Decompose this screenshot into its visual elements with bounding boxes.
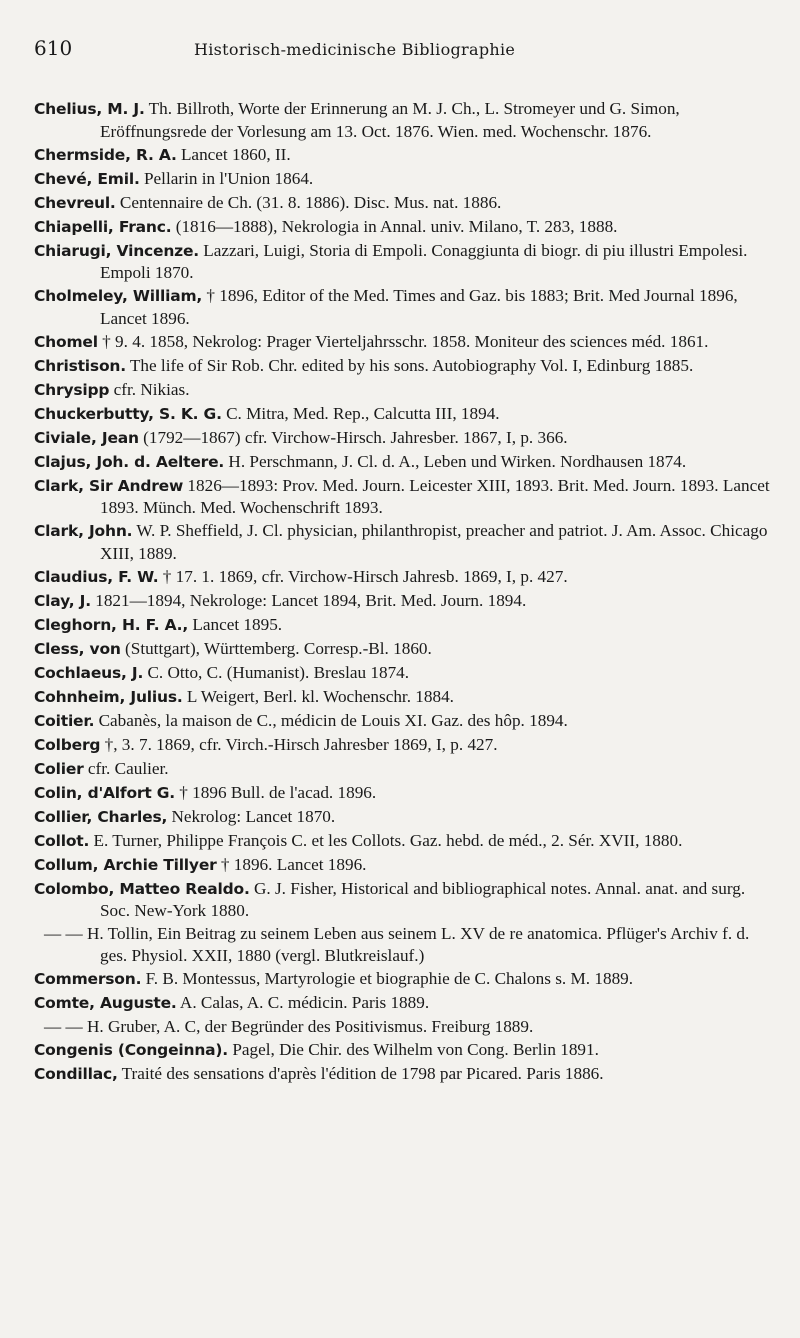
- entry-text: Nekrolog: Lancet 1870.: [167, 806, 336, 826]
- bibliography-entry: [34, 403, 770, 426]
- entry-heading: Civiale, Jean: [34, 428, 139, 447]
- entry-heading: Colberg: [34, 735, 101, 754]
- entry-text: Pagel, Die Chir. des Wilhelm von Cong. Berlin 1891.: [228, 1039, 599, 1059]
- bibliography-entry: [34, 686, 770, 709]
- entry-heading: Condillac,: [34, 1064, 118, 1083]
- entry-text: H. Perschmann, J. Cl. d. A., Leben und Wirken. Nordhausen 1874.: [224, 451, 687, 471]
- entry-heading: Comte, Auguste.: [34, 993, 177, 1012]
- entry-heading: Cholmeley, William,: [34, 287, 203, 305]
- entry-heading: Chrysipp: [34, 380, 110, 399]
- entry-text: (1816—1888), Nekrologia in Annal. univ. Milano, T. 283, 1888.: [171, 216, 618, 236]
- bibliography-entry: [34, 614, 770, 637]
- entry-text: A. Calas, A. C. médicin. Paris 1889.: [176, 992, 430, 1012]
- bibliography-entry: [34, 734, 770, 757]
- entry-text: C. Otto, C. (Humanist). Breslau 1874.: [143, 662, 410, 682]
- entry-text: Lancet 1860, II.: [176, 144, 291, 164]
- bibliography-entry: [34, 1016, 770, 1038]
- bibliography-entry: [34, 806, 770, 829]
- bibliography-entry: [34, 854, 770, 877]
- entry-heading: Chiapelli, Franc.: [34, 217, 172, 236]
- entry-text: cfr. Caulier.: [83, 758, 169, 778]
- entry-text: † 9. 4. 1858, Nekrolog: Prager Vierteljahrsschr. 1858. Moniteur des sciences méd. 1861.: [97, 331, 709, 351]
- entry-text: F. B. Montessus, Martyrologie et biographie de C. Chalons s. M. 1889.: [141, 968, 634, 988]
- entry-heading: Colier: [34, 759, 84, 778]
- entry-heading: Chomel: [34, 332, 98, 351]
- bibliography-entry: [34, 216, 770, 239]
- entry-text: 1821—1894, Nekrologe: Lancet 1894, Brit. Med. Journ. 1894.: [90, 590, 527, 610]
- entry-text: L Weigert, Berl. kl. Wochenschr. 1884.: [182, 686, 454, 706]
- bibliography-entry: [34, 830, 770, 853]
- entry-text: Traité des sensations d'après l'édition de 1798 par Picared. Paris 1886.: [117, 1063, 604, 1083]
- bibliography-entry: [34, 782, 770, 805]
- entry-text: †, 3. 7. 1869, cfr. Virch.-Hirsch Jahresber 1869, I, p. 427.: [100, 734, 498, 754]
- bibliography-entry: [34, 98, 770, 142]
- entry-text: — — H. Gruber, A. C, der Begründer des Positivismus. Freiburg 1889.: [44, 1016, 534, 1036]
- bibliography-entry: [34, 520, 770, 564]
- bibliography-entry: [34, 923, 770, 966]
- bibliography-entry: [34, 710, 770, 733]
- entry-heading: Chuckerbutty, S. K. G.: [34, 404, 222, 423]
- entry-heading: Clark, John.: [34, 522, 133, 540]
- entry-heading: Collum, Archie Tillyer: [34, 855, 217, 874]
- bibliography-entry: [34, 240, 770, 284]
- entry-heading: Chevé, Emil.: [34, 169, 140, 188]
- bibliography-entry: [34, 331, 770, 354]
- entry-heading: Clajus, Joh. d. Aeltere.: [34, 452, 225, 471]
- entry-text: E. Turner, Philippe François C. et les Collots. Gaz. hebd. de méd., 2. Sér. XVII, 1880.: [89, 830, 683, 850]
- entry-heading: Chermside, R. A.: [34, 145, 177, 164]
- entry-text: Pellarin in l'Union 1864.: [139, 168, 314, 188]
- bibliography-entry: [34, 638, 770, 661]
- entry-heading: Collier, Charles,: [34, 807, 168, 826]
- entry-text: 1826—1893: Prov. Med. Journ. Leicester XIII, 1893. Brit. Med. Journ. 1893. Lancet 1893. Münch. Med. Wochenschrift 1893.: [100, 475, 770, 517]
- bibliography-entry: [34, 285, 770, 329]
- entry-heading: Clark, Sir Andrew: [34, 476, 184, 495]
- entry-heading: Congenis (Congeinna).: [34, 1040, 229, 1059]
- bibliography-entry: [34, 427, 770, 450]
- bibliography-entry: [34, 355, 770, 378]
- page-number: 610: [34, 36, 73, 60]
- entry-heading: Christison.: [34, 356, 126, 375]
- entry-heading: Chelius, M. J.: [34, 100, 145, 118]
- bibliography-entry: [34, 192, 770, 215]
- bibliography-entry: [34, 168, 770, 191]
- entry-heading: Colombo, Matteo Realdo.: [34, 879, 250, 898]
- entry-text: (Stuttgart), Württemberg. Corresp.-Bl. 1860.: [120, 638, 432, 658]
- entry-heading: Chevreul.: [34, 193, 116, 212]
- bibliography-entry: [34, 590, 770, 613]
- entry-heading: Cohnheim, Julius.: [34, 687, 183, 706]
- entry-text: † 17. 1. 1869, cfr. Virchow-Hirsch Jahresb. 1869, I, p. 427.: [158, 566, 568, 586]
- entry-text: The life of Sir Rob. Chr. edited by his sons. Autobiography Vol. I, Edinburg 1885.: [125, 355, 694, 375]
- entry-text: Cabanès, la maison de C., médicin de Louis XI. Gaz. des hôp. 1894.: [94, 710, 568, 730]
- bibliography-entry: [34, 379, 770, 402]
- bibliography-entry: [34, 1039, 770, 1062]
- entry-heading: Chiarugi, Vincenze.: [34, 241, 199, 260]
- entry-text: — — H. Tollin, Ein Beitrag zu seinem Leben aus seinem L. XV de re anatomica. Pflüger's Archiv f. d. ges. Physiol. XXII, 1880 (vergl. Blutkreislauf.): [44, 924, 750, 965]
- entry-text: † 1896, Editor of the Med. Times and Gaz. bis 1883; Brit. Med Journal 1896, Lancet 1896.: [100, 286, 738, 328]
- entry-heading: Claudius, F. W.: [34, 567, 159, 586]
- page-header: [34, 36, 770, 76]
- bibliography-entries: [34, 98, 770, 1085]
- entry-text: Lazzari, Luigi, Storia di Empoli. Conaggiunta di biogr. di piu illustri Empolesi. Empoli 1870.: [100, 240, 748, 282]
- entry-text: † 1896 Bull. de l'acad. 1896.: [174, 782, 377, 802]
- entry-text: † 1896. Lancet 1896.: [216, 854, 367, 874]
- entry-heading: Cless, von: [34, 639, 121, 658]
- bibliography-entry: [34, 968, 770, 991]
- entry-heading: Cochlaeus, J.: [34, 663, 144, 682]
- entry-heading: Clay, J.: [34, 591, 91, 610]
- entry-heading: Colin, d'Alfort G.: [34, 783, 175, 802]
- entry-text: Th. Billroth, Worte der Erinnerung an M. J. Ch., L. Stromeyer und G. Simon, Eröffnungsrede der Vorlesung am 13. Oct. 1876. Wien. med. Wochenschr. 1876.: [100, 99, 680, 141]
- bibliography-entry: [34, 758, 770, 781]
- entry-text: W. P. Sheffield, J. Cl. physician, philanthropist, preacher and patriot. J. Am. Assoc. Chicago XIII, 1889.: [100, 521, 768, 563]
- bibliography-entry: [34, 451, 770, 474]
- entry-heading: Coitier.: [34, 711, 95, 730]
- bibliography-entry: [34, 475, 770, 519]
- entry-text: cfr. Nikias.: [109, 379, 190, 399]
- bibliography-entry: [34, 144, 770, 167]
- bibliography-entry: [34, 1063, 770, 1086]
- bibliography-entry: [34, 878, 770, 922]
- bibliography-entry: [34, 662, 770, 685]
- running-title: Historisch-medicinische Bibliographie: [194, 40, 516, 59]
- entry-text: Lancet 1895.: [188, 614, 283, 634]
- entry-heading: Collot.: [34, 831, 90, 850]
- bibliography-entry: [34, 566, 770, 589]
- entry-text: Centennaire de Ch. (31. 8. 1886). Disc. Mus. nat. 1886.: [115, 192, 502, 212]
- bibliography-entry: [34, 992, 770, 1015]
- entry-heading: Cleghorn, H. F. A.,: [34, 615, 189, 634]
- entry-text: (1792—1867) cfr. Virchow-Hirsch. Jahresber. 1867, I, p. 366.: [138, 427, 568, 447]
- entry-text: C. Mitra, Med. Rep., Calcutta III, 1894.: [221, 403, 500, 423]
- entry-text: G. J. Fisher, Historical and bibliographical notes. Annal. anat. and surg. Soc. New-York 1880.: [100, 878, 746, 920]
- entry-heading: Commerson.: [34, 969, 142, 988]
